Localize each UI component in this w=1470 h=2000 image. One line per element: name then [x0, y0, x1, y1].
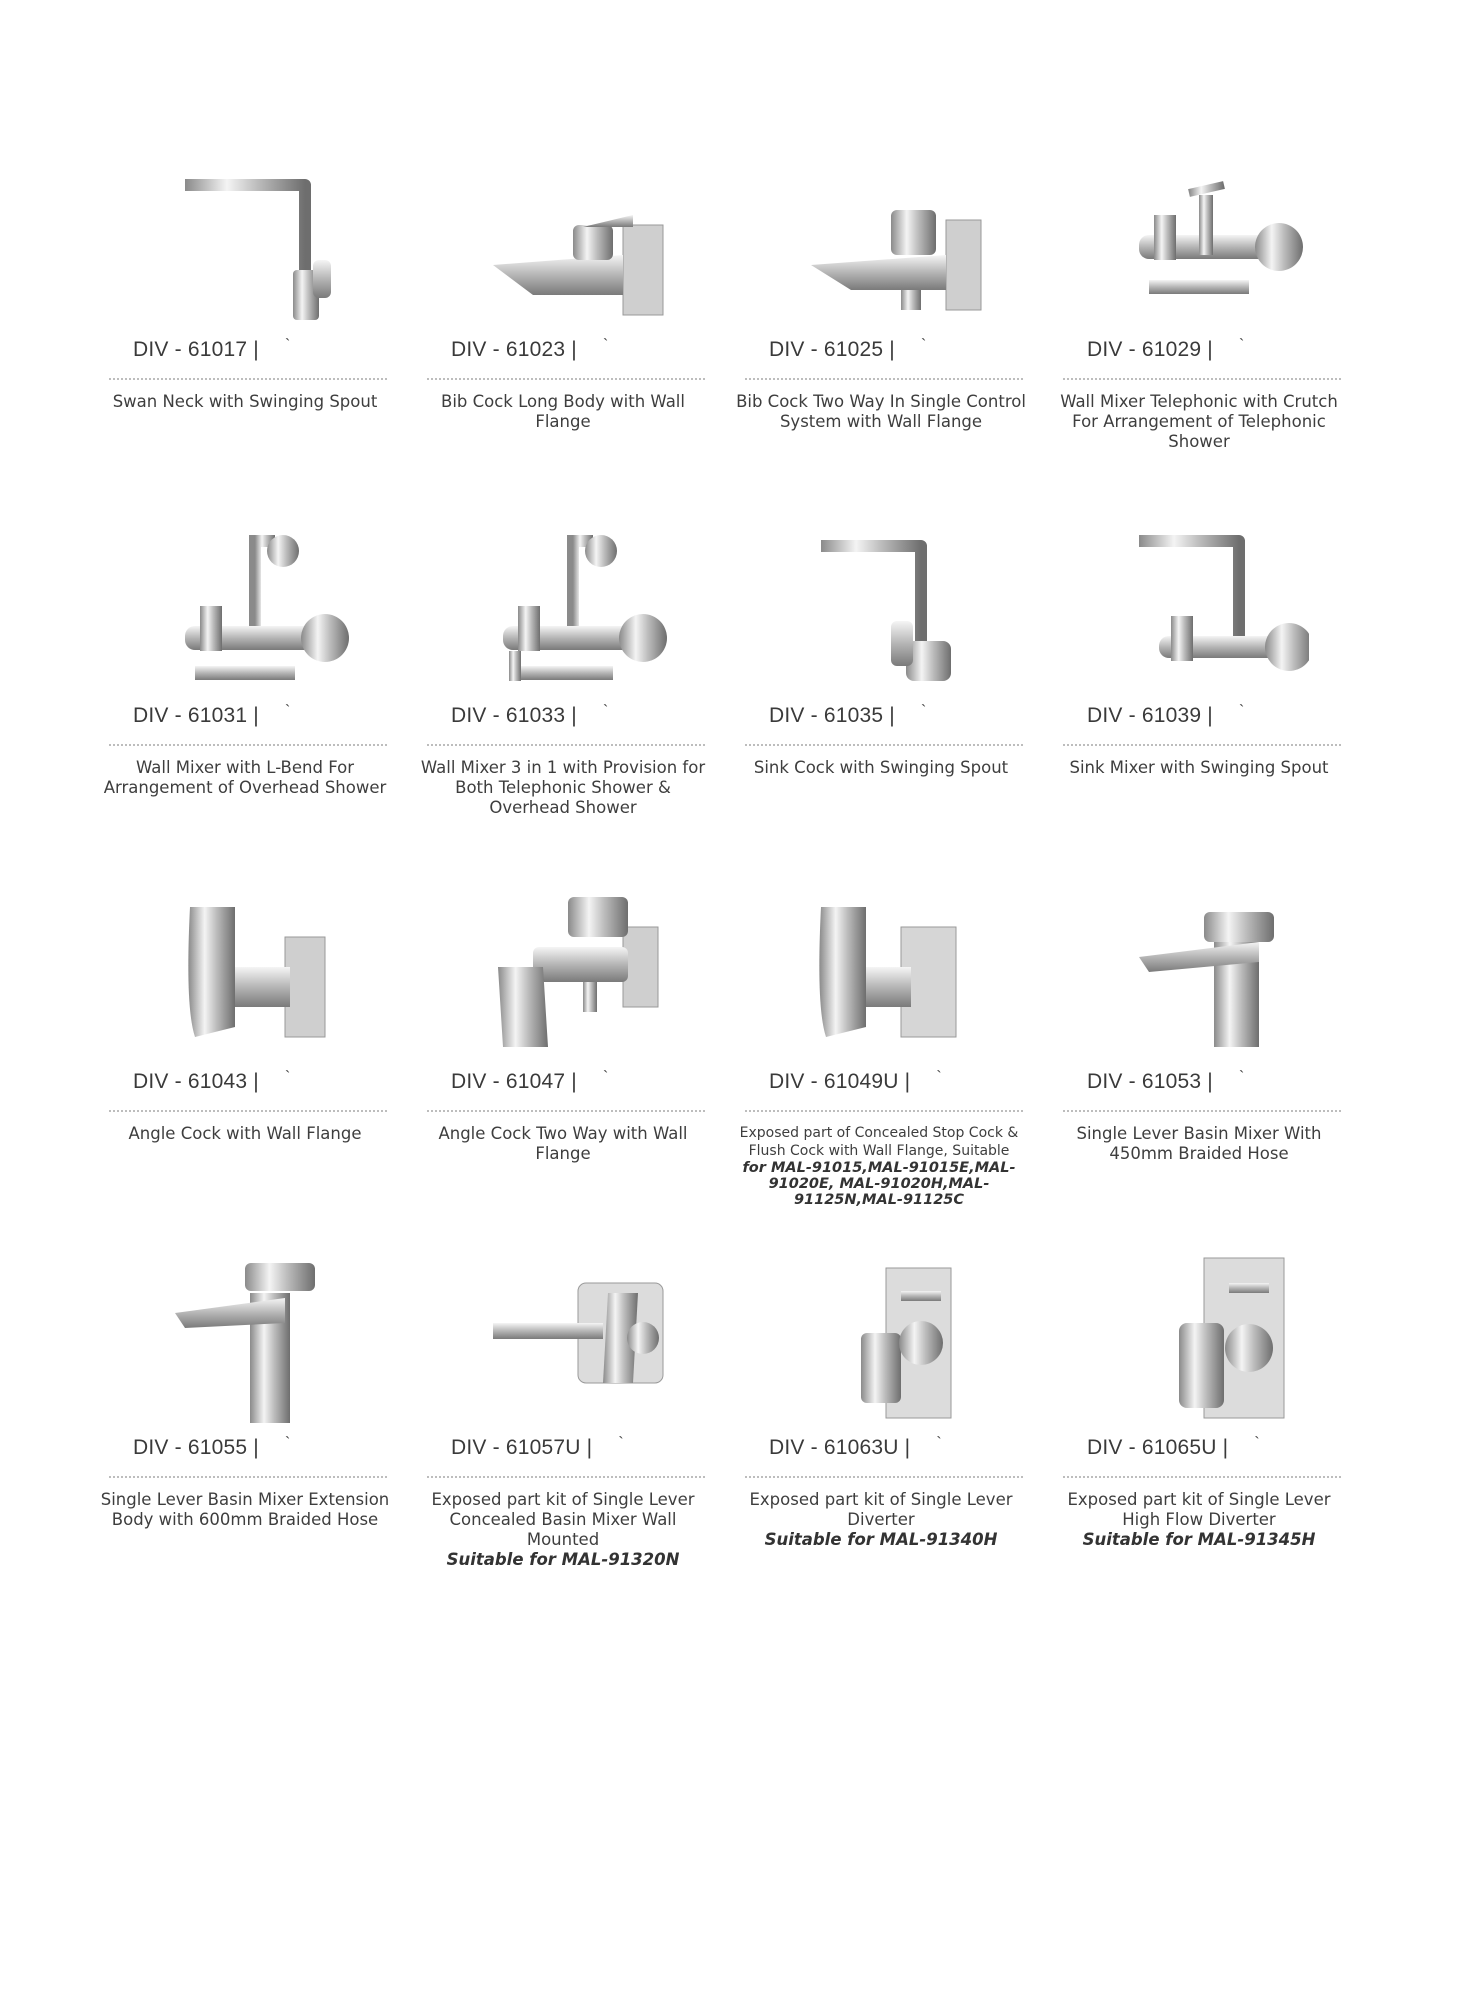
product-code-text: DIV - 61031 |: [133, 704, 259, 727]
product-code: [1087, 1435, 1260, 1460]
dotted-divider: [109, 1110, 387, 1112]
suitable-for-note: for MAL-91015,MAL-91015E,MAL-91020E, MAL-91020H,MAL-91125N,MAL-91125C: [742, 1160, 1016, 1208]
dotted-divider: [109, 1476, 387, 1478]
sink-cock-icon: [781, 511, 1001, 691]
product-description-text: Wall Mixer with L-Bend For Arrangement of Overhead Shower: [103, 758, 387, 797]
dotted-divider: [109, 744, 387, 746]
product-code-text: DIV - 61043 |: [133, 1070, 259, 1093]
bib-cock-icon: [463, 145, 683, 325]
code-tick-mark: `: [1254, 1435, 1260, 1452]
wall-mixer-3in1-icon: [463, 511, 683, 691]
product-card: [105, 877, 423, 1243]
code-tick-mark: `: [936, 1069, 942, 1086]
dotted-divider: [1063, 1110, 1341, 1112]
product-code: [133, 1069, 291, 1094]
product-description-text: Angle Cock with Wall Flange: [128, 1124, 362, 1143]
product-card: [423, 877, 741, 1243]
code-tick-mark: `: [936, 1435, 942, 1452]
high-flow-diverter-icon: [1099, 1243, 1319, 1423]
concealed-basin-mixer-icon: [463, 1243, 683, 1423]
product-code-text: DIV - 61025 |: [769, 338, 895, 361]
product-card: [100, 1243, 423, 1609]
product-card: [741, 511, 1059, 877]
product-description: [1049, 758, 1349, 778]
code-tick-mark: `: [920, 703, 927, 720]
product-description: [731, 758, 1031, 778]
swan-neck-faucet-icon: [145, 145, 365, 325]
code-tick-mark: `: [284, 337, 291, 354]
product-code: [769, 1435, 942, 1460]
code-tick-mark: `: [618, 1435, 624, 1452]
product-code: [769, 1069, 942, 1094]
product-description: [1049, 1490, 1349, 1550]
product-description-text: Single Lever Basin Mixer With 450mm Braided Hose: [1076, 1124, 1322, 1163]
product-description: [95, 758, 395, 798]
product-description-text: Exposed part kit of Single Lever High Flow Diverter: [1067, 1490, 1331, 1529]
dotted-divider: [427, 378, 705, 380]
product-code-text: DIV - 61039 |: [1087, 704, 1213, 727]
product-card: [105, 511, 423, 877]
code-tick-mark: `: [284, 703, 291, 720]
product-code-text: DIV - 61023 |: [451, 338, 577, 361]
product-description: [1049, 1124, 1349, 1164]
product-description-text: Single Lever Basin Mixer Extension Body with 600mm Braided Hose: [100, 1490, 390, 1529]
code-tick-mark: `: [920, 337, 927, 354]
suitable-for-note: Suitable for MAL-91340H: [764, 1530, 998, 1549]
product-code-text: DIV - 61063U |: [769, 1436, 911, 1459]
product-description-text: Sink Mixer with Swinging Spout: [1069, 758, 1329, 777]
code-tick-mark: `: [284, 1069, 291, 1086]
sink-mixer-icon: [1099, 511, 1319, 691]
product-description-text: Wall Mixer 3 in 1 with Provision for Both Telephonic Shower & Overhead Shower: [420, 758, 706, 817]
product-card: [1059, 1243, 1377, 1609]
dotted-divider: [427, 1476, 705, 1478]
product-description: [1049, 392, 1349, 452]
dotted-divider: [427, 744, 705, 746]
product-code-text: DIV - 61047 |: [451, 1070, 577, 1093]
product-description: [413, 392, 713, 432]
product-description-text: Bib Cock Long Body with Wall Flange: [441, 392, 685, 431]
product-card: [736, 145, 1059, 511]
product-card: [423, 145, 741, 511]
code-tick-mark: `: [284, 1435, 291, 1452]
product-code-text: DIV - 61049U |: [769, 1070, 911, 1093]
product-description: [95, 392, 395, 412]
basin-mixer-icon: [1099, 877, 1319, 1057]
code-tick-mark: `: [1238, 1069, 1245, 1086]
product-code: [769, 337, 927, 362]
code-tick-mark: `: [1238, 703, 1245, 720]
product-description-text: Exposed part kit of Single Lever Diverter: [749, 1490, 1013, 1529]
product-code-text: DIV - 61055 |: [133, 1436, 259, 1459]
product-code-text: DIV - 61053 |: [1087, 1070, 1213, 1093]
code-tick-mark: `: [602, 703, 609, 720]
product-description: [719, 1124, 1039, 1208]
product-card: [420, 511, 741, 877]
product-code-text: DIV - 61035 |: [769, 704, 895, 727]
product-card: [1059, 511, 1377, 877]
product-card: [1059, 145, 1377, 511]
product-description: [413, 1124, 713, 1164]
product-code: [769, 703, 927, 728]
wall-mixer-l-bend-icon: [145, 511, 365, 691]
product-code: [451, 1435, 624, 1460]
product-code: [1087, 1069, 1245, 1094]
dotted-divider: [745, 378, 1023, 380]
product-code: [451, 703, 609, 728]
product-card: [423, 1243, 741, 1609]
code-tick-mark: `: [1238, 337, 1245, 354]
product-description-text: Angle Cock Two Way with Wall Flange: [438, 1124, 688, 1163]
product-description: [413, 758, 713, 818]
dotted-divider: [1063, 378, 1341, 380]
product-description-text: Wall Mixer Telephonic with Crutch For Arrangement of Telephonic Shower: [1060, 392, 1338, 451]
bib-cock-two-way-icon: [781, 145, 1001, 325]
dotted-divider: [745, 744, 1023, 746]
product-description: [95, 1490, 395, 1530]
dotted-divider: [745, 1476, 1023, 1478]
product-code-text: DIV - 61029 |: [1087, 338, 1213, 361]
dotted-divider: [427, 1110, 705, 1112]
product-code: [1087, 337, 1245, 362]
product-code-text: DIV - 61033 |: [451, 704, 577, 727]
product-card: [741, 877, 1059, 1243]
tall-basin-mixer-icon: [145, 1243, 365, 1423]
product-code-text: DIV - 61017 |: [133, 338, 259, 361]
product-code: [451, 337, 609, 362]
product-description-text: Swan Neck with Swinging Spout: [112, 392, 378, 411]
product-description-text: Exposed part of Concealed Stop Cock & Flush Cock with Wall Flange, Suitable: [739, 1125, 1019, 1159]
product-code: [133, 703, 291, 728]
product-card: [1059, 877, 1377, 1243]
diverter-icon: [781, 1243, 1001, 1423]
dotted-divider: [1063, 1476, 1341, 1478]
product-description-text: Bib Cock Two Way In Single Control System with Wall Flange: [736, 392, 1026, 431]
product-description: [731, 1490, 1031, 1550]
product-description-text: Sink Cock with Swinging Spout: [753, 758, 1009, 777]
code-tick-mark: `: [602, 337, 609, 354]
dotted-divider: [1063, 744, 1341, 746]
product-code: [1087, 703, 1245, 728]
suitable-for-note: Suitable for MAL-91345H: [1082, 1530, 1316, 1549]
angle-cock-icon: [145, 877, 365, 1057]
product-code: [133, 337, 291, 362]
product-code: [133, 1435, 291, 1460]
dotted-divider: [745, 1110, 1023, 1112]
dotted-divider: [109, 378, 387, 380]
angle-cock-two-way-icon: [463, 877, 683, 1057]
product-card: [741, 1243, 1059, 1609]
product-code: [451, 1069, 609, 1094]
product-code-text: DIV - 61057U |: [451, 1436, 593, 1459]
product-description-text: Exposed part kit of Single Lever Concealed Basin Mixer Wall Mounted: [431, 1490, 695, 1549]
product-description: [731, 392, 1031, 432]
product-card: [105, 145, 423, 511]
product-code-text: DIV - 61065U |: [1087, 1436, 1229, 1459]
code-tick-mark: `: [602, 1069, 609, 1086]
product-grid: [100, 145, 1355, 1609]
wall-mixer-crutch-icon: [1099, 145, 1319, 325]
concealed-stop-cock-icon: [781, 877, 1001, 1057]
product-description: [413, 1490, 713, 1570]
product-description: [95, 1124, 395, 1144]
suitable-for-note: Suitable for MAL-91320N: [446, 1550, 680, 1569]
